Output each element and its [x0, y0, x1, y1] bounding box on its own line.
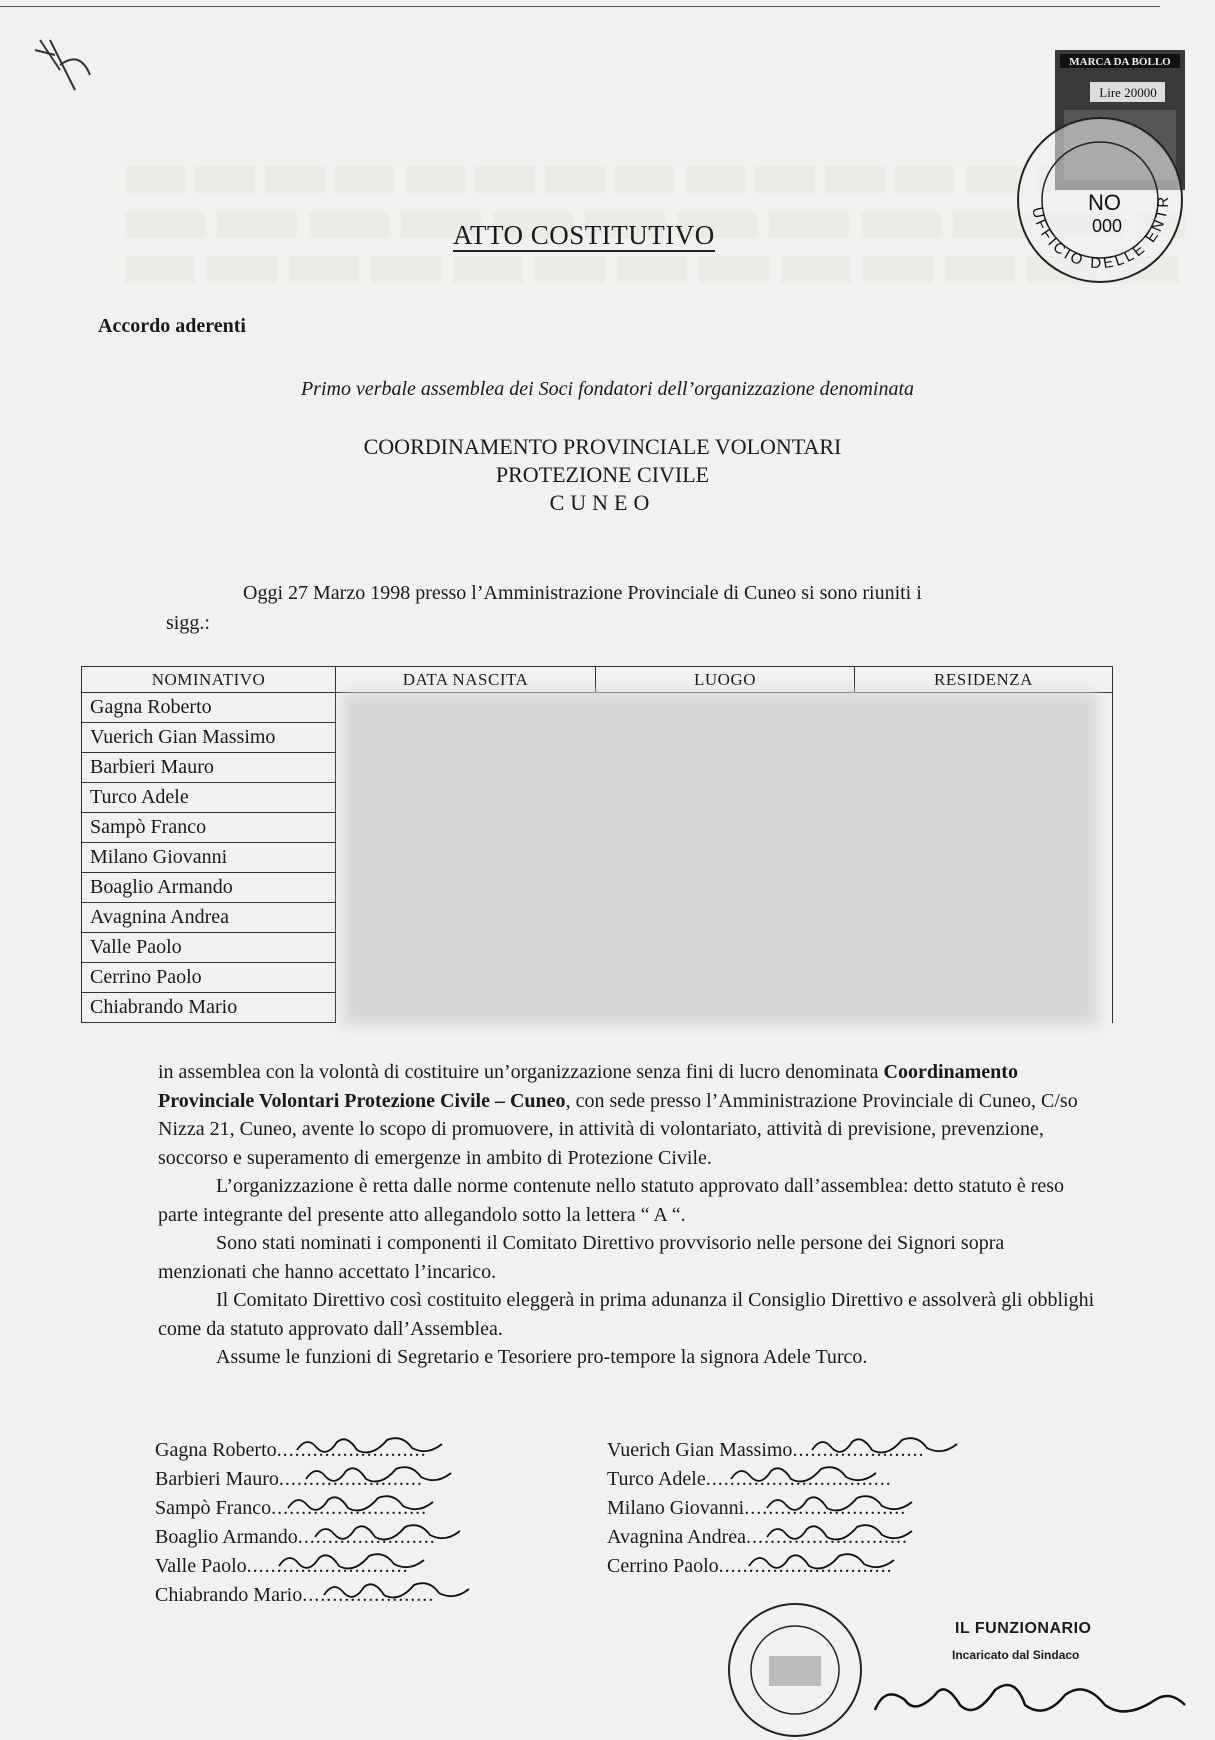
signature-dots: .......................: [297, 1526, 436, 1548]
handwritten-signature-icon: [310, 1517, 470, 1547]
member-name: Chiabrando Mario: [82, 993, 336, 1023]
signatory-name: Boaglio Armando: [155, 1526, 298, 1548]
paragraph-2: L’organizzazione è retta dalle norme contenute nello statuto approvato dall’assemblea: detto statuto è reso parte integrante del presente atto allegandolo sotto la lettera “ A “.: [158, 1175, 1065, 1226]
col-luogo: LUOGO: [596, 667, 855, 693]
col-nominativo: NOMINATIVO: [82, 667, 336, 693]
signature-dots: ........................: [278, 1468, 423, 1490]
handwritten-signature-icon: [319, 1575, 479, 1605]
svg-text:MARCA DA BOLLO: MARCA DA BOLLO: [1069, 56, 1171, 68]
handwritten-signature-icon: [744, 1546, 904, 1576]
signatory-name: Avagnina Andrea: [607, 1526, 747, 1548]
handwritten-signature-icon: [762, 1488, 922, 1518]
member-name: Turco Adele: [82, 783, 336, 813]
org-line-3: CUNEO: [549, 490, 656, 515]
member-name: Gagna Roberto: [82, 693, 336, 723]
official-seal-icon: [725, 1598, 865, 1740]
revenue-stamp-area: [1000, 40, 1185, 310]
signatory-name: Barbieri Mauro: [155, 1468, 279, 1490]
svg-text:000: 000: [1092, 216, 1123, 236]
redacted-area: [343, 692, 1098, 1025]
signature-dots: ...........................: [746, 1526, 909, 1548]
signature-dots: ......................: [792, 1439, 925, 1461]
member-name: Avagnina Andrea: [82, 903, 336, 933]
signature-dots: ...........................: [246, 1555, 409, 1577]
signatures-right: [607, 1436, 924, 1581]
signatory-name: Vuerich Gian Massimo: [607, 1439, 793, 1461]
paragraph-1: in assemblea con la volontà di costituire un’organizzazione senza fini di lucro denominata Coordinamento Provinciale Volontari Protezione Civile – Cuneo, con sede presso l’Amministrazione Provinciale di Cuneo, C/so Nizza 21, Cuneo, avente lo scopo di promuovere, in attività di volontariato, attività di previsione, prevenzione, soccorso e superamento di emergenze in ambito di Protezione Civile.: [158, 1061, 1078, 1169]
org-line-2: PROTEZIONE CIVILE: [495, 462, 710, 487]
signatory-name: Valle Paolo: [155, 1555, 247, 1577]
meeting-line-cont: sigg.:: [166, 612, 210, 634]
signatory-name: Milano Giovanni: [607, 1497, 745, 1519]
official-role: Incaricato dal Sindaco: [952, 1648, 1080, 1662]
signatory-name: Chiabrando Mario: [155, 1584, 303, 1606]
member-name: Milano Giovanni: [82, 843, 336, 873]
org-line-1: COORDINAMENTO PROVINCIALE VOLONTARI: [363, 434, 842, 459]
member-name: Barbieri Mauro: [82, 753, 336, 783]
signatory-name: Turco Adele: [607, 1468, 706, 1490]
signatory-name: Gagna Roberto: [155, 1439, 277, 1461]
top-edge-line: [0, 6, 1160, 7]
signature-dots: ..........................: [271, 1497, 428, 1519]
handwritten-signature-icon: [274, 1546, 434, 1576]
signatory-name: Sampò Franco: [155, 1497, 272, 1519]
signature-line: [155, 1581, 436, 1610]
official-title: IL FUNZIONARIO: [955, 1620, 1092, 1637]
paragraph-5: Assume le funzioni di Segretario e Tesoriere pro-tempore la signora Adele Turco.: [216, 1346, 868, 1368]
signature-dots: .........................: [276, 1439, 427, 1461]
handwritten-signature-icon: [807, 1430, 967, 1460]
organization-name: [0, 433, 1205, 517]
official-signature-icon: [865, 1665, 1195, 1735]
intro-line: Primo verbale assemblea dei Soci fondatori dell’organizzazione denominata: [300, 378, 915, 400]
member-name: Valle Paolo: [82, 933, 336, 963]
svg-text:UFFICIO DELLE ENTRATE DI: UFFICIO DELLE ENTR: [1028, 193, 1173, 273]
member-name: Boaglio Armando: [82, 873, 336, 903]
signatures-left: [155, 1436, 436, 1610]
document-subtitle: Accordo aderenti: [98, 315, 246, 337]
signature-dots: .............................: [718, 1555, 893, 1577]
revenue-stamp-icon: [1000, 40, 1185, 310]
signature-dots: ...............................: [705, 1468, 892, 1490]
handwritten-signature-icon: [726, 1459, 886, 1489]
handwritten-signature-icon: [301, 1459, 461, 1489]
member-name: Vuerich Gian Massimo: [82, 723, 336, 753]
paragraph-4: Il Comitato Direttivo così costituito eleggerà in prima adunanza il Consiglio Direttivo e assolverà gli obblighi come da statuto approvato dall’Assemblea.: [158, 1289, 1095, 1340]
col-data-nascita: DATA NASCITA: [336, 667, 596, 693]
corner-scribble-icon: [30, 30, 100, 110]
meeting-line: Oggi 27 Marzo 1998 presso l’Amministrazione Provinciale di Cuneo si sono riuniti i: [243, 582, 922, 604]
svg-text:NO: NO: [1088, 190, 1121, 215]
signatory-name: Cerrino Paolo: [607, 1555, 719, 1577]
col-residenza: RESIDENZA: [855, 667, 1113, 693]
signature-dots: ...........................: [744, 1497, 907, 1519]
svg-text:Lire 20000: Lire 20000: [1099, 85, 1157, 100]
paragraph-3: Sono stati nominati i componenti il Comitato Direttivo provvisorio nelle persone dei Signori sopra menzionati che hanno accettato l’incarico.: [158, 1232, 1005, 1283]
table-header-row: [82, 667, 1113, 693]
handwritten-signature-icon: [762, 1517, 922, 1547]
document-body: [158, 1058, 1098, 1372]
handwritten-signature-icon: [283, 1488, 443, 1518]
handwritten-signature-icon: [292, 1430, 452, 1460]
member-name: Sampò Franco: [82, 813, 336, 843]
member-name: Cerrino Paolo: [82, 963, 336, 993]
signature-line: [607, 1552, 924, 1581]
signature-dots: ......................: [302, 1584, 435, 1606]
org-name-bold: Coordinamento Provinciale Volontari Protezione Civile – Cuneo: [158, 1061, 1018, 1112]
document-title: ATTO COSTITUTIVO: [453, 220, 715, 250]
